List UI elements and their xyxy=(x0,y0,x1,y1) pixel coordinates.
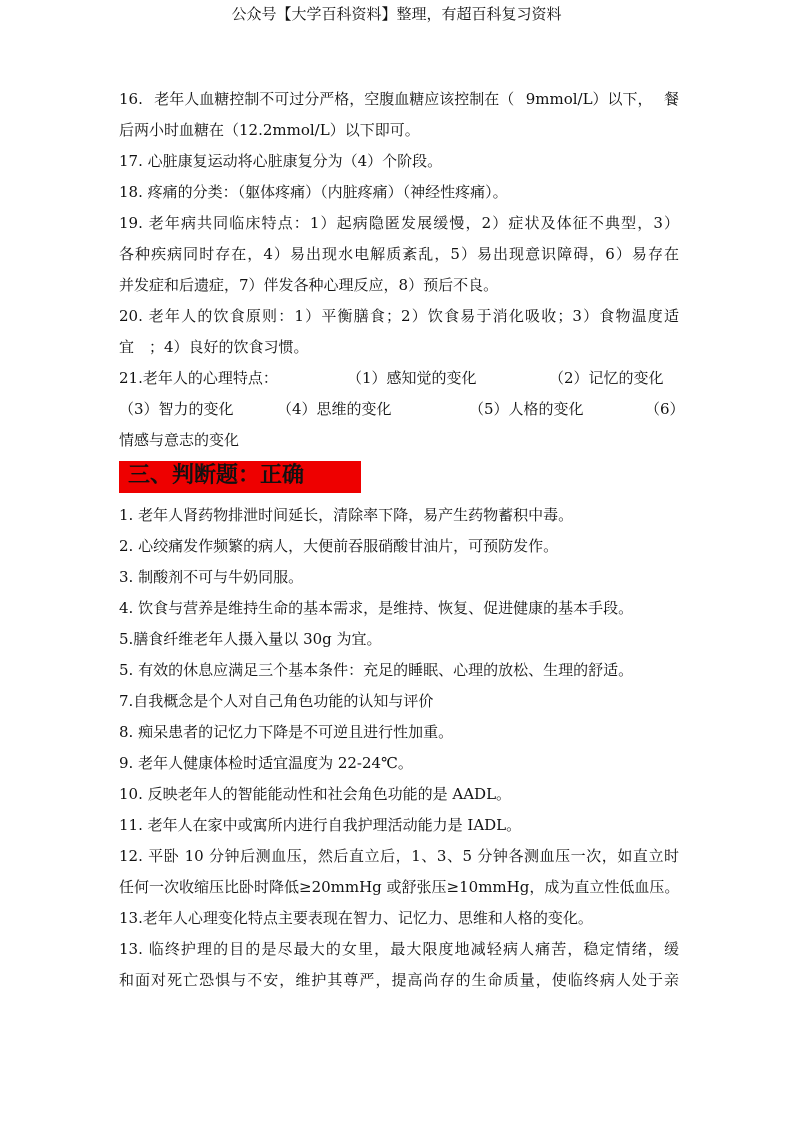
item-16-line-2: 后两小时血糖在（12.2mmol/L）以下即可。 xyxy=(119,121,420,139)
item-16-text-c: 餐 xyxy=(663,90,679,108)
judgment-8: 8. 痴呆患者的记忆力下降是不可逆且进行性加重。 xyxy=(119,723,454,741)
item-21-point-2: （2）记忆的变化 xyxy=(549,369,664,387)
judgment-14-line-1: 13. 临终护理的目的是尽最大的女里，最大限度地减轻病人痛苦，稳定情绪，缓 xyxy=(119,940,679,958)
item-21-line-1 xyxy=(119,368,679,388)
judgment-6: 5. 有效的休息应满足三个基本条件：充足的睡眠、心理的放松、生理的舒适。 xyxy=(119,661,634,679)
judgment-14-line-2: 和面对死亡恐惧与不安，维护其尊严，提高尚存的生命质量，使临终病人处于亲 xyxy=(119,971,679,989)
judgment-12-line-2: 任何一次收缩压比卧时降低≥20mmHg 或舒张压≥10mmHg，成为直立性低血压。 xyxy=(119,878,680,896)
judgment-13: 13.老年人心理变化特点主要表现在智力、记忆力、思维和人格的变化。 xyxy=(119,909,593,927)
judgment-12-line-1: 12. 平卧 10 分钟后测血压，然后直立后，1、3、5 分钟各测血压一次，如直立时 xyxy=(119,847,679,865)
judgment-10: 10. 反映老年人的智能能动性和社会角色功能的是 AADL。 xyxy=(119,785,512,803)
item-21-line-3: 情感与意志的变化 xyxy=(119,431,240,449)
judgment-7: 7.自我概念是个人对自己角色功能的认知与评价 xyxy=(119,692,434,710)
judgment-1: 1. 老年人肾药物排泄时间延长，清除率下降，易产生药物蓄积中毒。 xyxy=(119,506,574,524)
item-21-lead: 21.老年人的心理特点： xyxy=(119,369,278,387)
section-title: 三、判断题：正确 xyxy=(128,463,305,488)
item-17: 17. 心脏康复运动将心脏康复分为（4）个阶段。 xyxy=(119,152,443,170)
judgment-3: 3. 制酸剂不可与牛奶同服。 xyxy=(119,568,304,586)
item-16-text-a: 老年人血糖控制不可过分严格，空腹血糖应该控制在（ xyxy=(154,90,515,108)
item-16-text-b: 9mmol/L）以下， xyxy=(525,90,653,108)
item-19-line-1: 19. 老年病共同临床特点：1）起病隐匿发展缓慢，2）症状及体征不典型，3） xyxy=(119,214,679,232)
item-16-number: 16. xyxy=(119,90,143,108)
judgment-9: 9. 老年人健康体检时适宜温度为 22-24℃。 xyxy=(119,754,413,772)
item-21-point-5: （5）人格的变化 xyxy=(469,400,584,418)
judgment-4: 4. 饮食与营养是维持生命的基本需求，是维持、恢复、促进健康的基本手段。 xyxy=(119,599,634,617)
item-19-line-2: 各种疾病同时存在，4）易出现水电解质紊乱，5）易出现意识障碍，6）易存在 xyxy=(119,245,679,263)
item-20-line-1: 20. 老年人的饮食原则：1）平衡膳食；2）饮食易于消化吸收；3）食物温度适 xyxy=(119,307,679,325)
item-16-line-1 xyxy=(119,89,679,109)
item-21-point-1: （1）感知觉的变化 xyxy=(347,369,477,387)
judgment-11: 11. 老年人在家中或寓所内进行自我护理活动能力是 IADL。 xyxy=(119,816,522,834)
item-20-line-2: 宜 ；4）良好的饮食习惯。 xyxy=(119,338,309,356)
judgment-5: 5.膳食纤维老年人摄入量以 30g 为宜。 xyxy=(119,630,382,648)
item-21-point-3: （3）智力的变化 xyxy=(119,400,234,418)
item-21-point-6-num: （6） xyxy=(645,400,685,418)
item-21-point-4: （4）思维的变化 xyxy=(277,400,392,418)
judgment-2: 2. 心绞痛发作频繁的病人，大便前吞服硝酸甘油片，可预防发作。 xyxy=(119,537,559,555)
item-19-line-3: 并发症和后遗症，7）伴发各种心理反应，8）预后不良。 xyxy=(119,276,499,294)
page-header: 公众号【大学百科资料】整理，有超百科复习资料 xyxy=(231,5,562,23)
item-18: 18. 疼痛的分类：（躯体疼痛）（内脏疼痛）（神经性疼痛）。 xyxy=(119,183,508,201)
